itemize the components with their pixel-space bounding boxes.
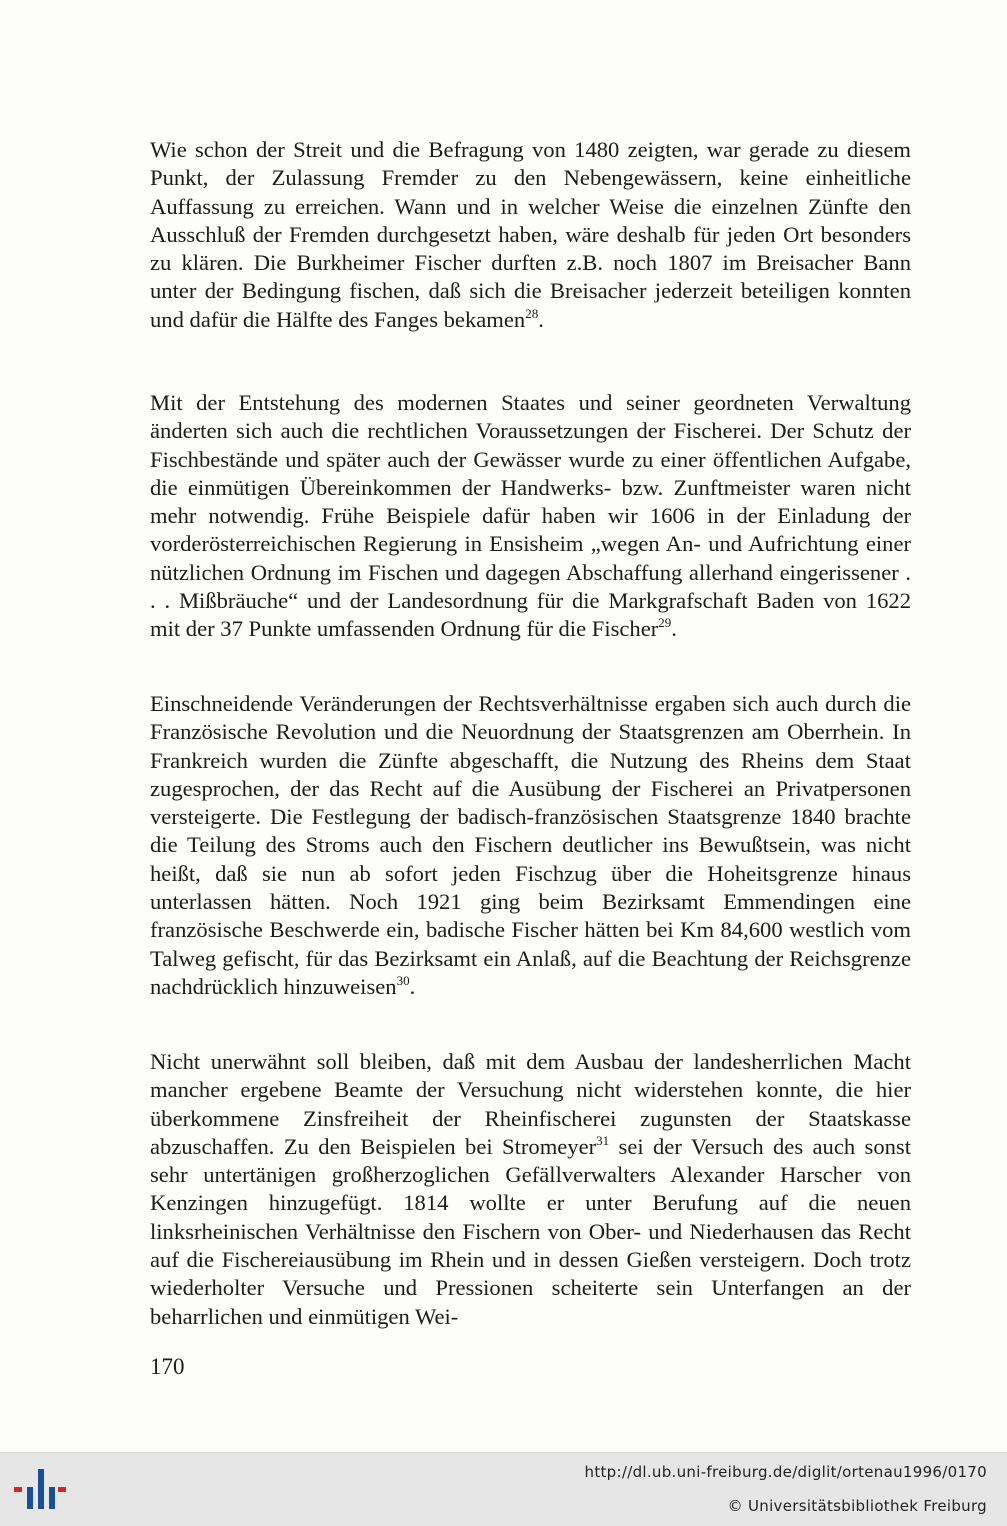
- footer-bar: [0, 1452, 1007, 1526]
- footnote-ref[interactable]: 28: [525, 305, 539, 321]
- paragraph-text: Einschneidende Veränderungen der Rechtsverhältnisse ergaben sich auch durch die Französische Revolution und die Neuordnung der Staatsgrenzen am Oberrhein. In Frankreich wurden die Zünfte abgeschafft, die Nutzung des Rheins dem Staat zugesprochen, der das Recht auf die Ausübung der Fischerei an Privatpersonen versteigerte. Die Festlegung der badisch-französischen Staatsgrenze 1840 brachte die Teilung des Stroms auch den Fischern deutlicher ins Bewußtsein, was nicht heißt, daß sie nun ab sofort jeden Fischzug über die Hoheitsgrenze hinaus unterlassen hätten. Noch 1921 ging beim Bezirksamt Emmendingen eine französische Beschwerde ein, badische Fischer hätten bei Km 84,600 westlich vom Talweg gefischt, für das Bezirksamt ein Anlaß, auf die Beachtung der Reichsgrenze nachdrücklich hinzuweisen: [150, 691, 911, 999]
- paragraph-end: .: [538, 306, 544, 332]
- paragraph-end: .: [409, 973, 416, 999]
- paragraph: [150, 690, 911, 1001]
- paragraph-text: Nicht unerwähnt soll bleiben, daß mit dem Ausbau der landesherrlichen Macht mancher ergebene Beamte der Versuchung nicht widerstehen konnte, die hier überkommene Zinsfreiheit der Rheinfischerei zugunsten der Staatskasse abzuschaffen. Zu den Beispielen bei Stromeyer: [150, 1049, 911, 1159]
- paragraph: [150, 136, 911, 334]
- footnote-ref[interactable]: 31: [596, 1132, 610, 1148]
- footnote-ref[interactable]: 29: [658, 615, 672, 631]
- footnote-ref[interactable]: 30: [396, 972, 410, 988]
- copyright-text: © Universitätsbibliothek Freiburg: [727, 1497, 987, 1515]
- paragraph: [150, 389, 911, 644]
- page-number: 170: [150, 1354, 185, 1379]
- source-url-link[interactable]: http://dl.ub.uni-freiburg.de/diglit/ortenau1996/0170: [584, 1463, 987, 1481]
- library-logo-icon: [14, 1465, 64, 1517]
- paragraph-end: .: [671, 616, 677, 642]
- paragraph-text: Wie schon der Streit und die Befragung von 1480 zeigten, war gerade zu diesem Punkt, der Zulassung Fremder zu den Nebengewässern, keine einheitliche Auffassung zu erreichen. Wann und in welcher Weise die einzelnen Zünfte den Ausschluß der Fremden durchgesetzt haben, wäre deshalb für jeden Ort besonders zu klären. Die Burkheimer Fischer durften z.B. noch 1807 im Breisacher Bann unter der Bedingung fischen, daß sich die Breisacher jederzeit beteiligen konnten und dafür die Hälfte des Fanges bekamen: [150, 137, 911, 332]
- paragraph-text: Mit der Entstehung des modernen Staates und seiner geordneten Verwaltung änderten sich auch die rechtlichen Voraussetzungen der Fischerei. Der Schutz der Fischbestände und später auch der Gewässer wurde zu einer öffentlichen Aufgabe, die einmütigen Übereinkommen der Handwerks- bzw. Zunftmeister waren nicht mehr notwendig. Frühe Beispiele dafür haben wir 1606 in der Einladung der vorderösterreichischen Regierung in Ensisheim „wegen An- und Aufrichtung einer nützlichen Ordnung im Fischen und dagegen Abschaffung allerhand eingerissener . . . Mißbräuche“ und der Landesordnung für die Markgrafschaft Baden von 1622 mit der 37 Punkte umfassenden Ordnung für die Fischer: [150, 390, 911, 642]
- paragraph-end: sei der Versuch des auch sonst sehr untertänigen großherzoglichen Gefällverwalters Alexander Harscher von Kenzingen hinzugefügt. 1814 wollte er unter Berufung auf die neuen linksrheinischen Verhältnisse den Fischern von Ober- und Niederhausen das Recht auf die Fischereiausübung im Rhein und in dessen Gießen versteigern. Doch trotz wiederholter Versuche und Pressionen scheiterte sein Unterfangen an der beharrlichen und einmütigen Wei-: [150, 1133, 911, 1329]
- paragraph: [150, 1048, 911, 1331]
